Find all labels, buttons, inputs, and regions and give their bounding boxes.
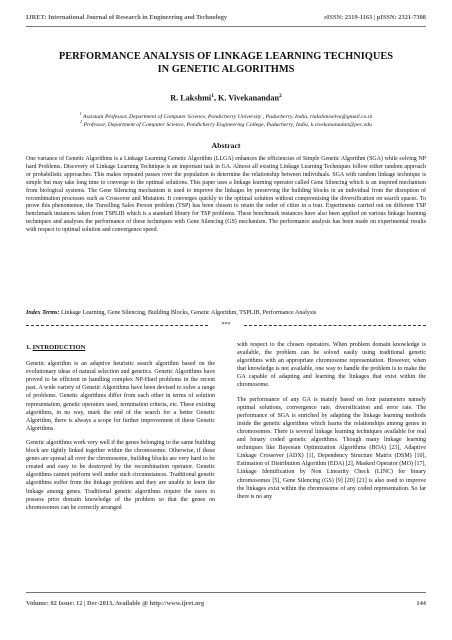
section-heading-introduction: [26, 344, 215, 352]
author-2-sup: 2: [279, 93, 282, 99]
body-column-left: [26, 341, 215, 518]
affiliation-2: [26, 118, 426, 129]
affiliation-2-text: Professor, Department of Computer Science, Pondicherry Engineering College, Puducherry, India, k.vivekananadan@pec.edu: [82, 121, 372, 128]
affiliation-1-text: Assistant Professor, Department of Computer Science, Pondicherry University , Puducherry, India, rlakshmiselva@gmail.co.in: [81, 113, 373, 120]
section-number: 1.: [26, 344, 33, 351]
index-terms-text: Linkage Learning, Gene Silencing, Building Blocks, Genetic Algorithm, TSPLIB, Performance Analysis: [59, 310, 317, 316]
title-line-2: IN GENETIC ALGORITHMS: [157, 64, 295, 75]
volume-info: Volume: 02 Issue: 12 | Dec-2013, Available @ http://www.ijret.org: [26, 600, 205, 607]
page-header: [26, 12, 426, 26]
body-paragraph: with respect to the chosen operators. When problem domain knowledge is available, the problem can be solved easily using traditional genetic algorithms with an appropriate chromosome representation. However, when that knowledge is not available, one way to handle the problem is to make the GA capable of adapting and learning the linkages that exist within the chromosome.: [237, 342, 426, 389]
footer-rule: [26, 592, 426, 593]
author-1-sup: 1: [211, 93, 214, 99]
separator-dash-right: [234, 325, 426, 326]
abstract-text: One variance of Genetic Algorithms is a Linkage Learning Genetic Algorithm (LLGA) enhances the efficiencies of Simple Genetic Algorithm (SGA) while solving NP hard Problems. Discovery of Linkage Learning Technique is an important task in GA. Almost all existing Linkage Learning Techniques follow either random approach or probabilistic approaches. This makes repeated passes over the population to determine the relationship between individuals. SGA with random linkage technique is simple but may take long time to converge to the optimal solutions. This paper uses a linkage learning operator called Gene Silencing which is an inspired mechanism from biological systems. The Gene Silencing mechanism is used to improve the linkages by preserving the building blocks in an individual from the disruption of recombination processes such as Crossover and Mutation. It converges quickly to the optimal solution without compromising the diversification on search spaces. To prove this phenomenon, the Travelling Sales Person problem (TSP) has been chosen to retain the order of cities in a tour. Experiments carried out on different TSP benchmark instances taken from TSPLIB which is a standard library for TSP problems. These benchmark instances have also been applied on various linkage learning techniques and analyses the performance of these techniques with Gene Silencing (GS) mechanism. The performance analysis has been made on experimental results with respect to optimal solution and convergence speed.: [26, 156, 426, 234]
page-number: 144: [416, 600, 426, 607]
section-title: INTRODUCTION: [32, 344, 86, 351]
affiliation-1-sup: 1: [79, 111, 82, 116]
body-paragraph: Genetic algorithm is an adaptive heuristic search algorithm based on the evolutionary ideas of natural selection and genetics. Genetic Algorithms have proved to be efficient in handling complex NP-Hard problems in the recent past. A wide variety of Genetic Algorithms have been devised to solve a range of problems. Genetic algorithms differ from each other in terms of solution representation, genetic operators used, termination criteria, etc. These existing algorithms, in no way, mark the end of the search for a better Genetic Algorithm, there is always a scope for further improvement of these Genetic Algorithms.: [26, 361, 215, 432]
page-footer: [26, 598, 426, 610]
body-paragraph: The performance of any GA is mainly based on four parameters namely optimal solutions, convergence rate, diversification and error rate. The performance of SGA is enriched by adapting the linkage learning methods inside the genetic algorithms which learns the relationships among genes in chromosomes. There is several linkage learning techniques available for real and binary coded genetic algorithms. Though many linkage learning techniques like Bayesian Optimization Algorithms (BOA) [23], Adaptive Linkage Crossover (ADX) [1], Dependency Structure Matrix (DSM) [10], Estimation of Distribution Algorithm (EDA) [2], Masked Operator (MO) [17], Linkage Identification by Non Linearity Check (LINC) for binary chromosomes [5], Gene Silencing (GS) [9] [20] [21] is also used to improve the linkages exist within the chromosome of any coded representation. So far there is no any: [237, 396, 426, 500]
separator-dash-left: [26, 325, 218, 326]
section-separator: [26, 321, 426, 329]
header-rule: [26, 26, 426, 27]
affiliation-2-sup: 2: [80, 119, 83, 124]
author-separator: ,: [213, 93, 219, 103]
author-list: [26, 93, 426, 103]
author-1: R. Lakshmi: [170, 93, 212, 103]
separator-stars: ***: [210, 321, 242, 329]
index-terms: [26, 309, 426, 317]
title-line-1: PERFORMANCE ANALYSIS OF LINKAGE LEARNING TECHNIQUES: [58, 51, 394, 62]
body-column-right: [237, 341, 426, 507]
paper-title: [26, 50, 426, 76]
journal-name: IJRET: International Journal of Research in Engineering and Technology: [26, 14, 228, 21]
body-paragraph: Genetic algorithms work very well if the genes belonging to the same building block are tightly linked together within the chromosome. Otherwise, if these genes are spread all over the chromosome, building blocks are very hard to be created and easy to be destroyed by the recombination operator. Genetic algorithms cannot perform well under such circumstances. Traditional genetic algorithms suffer from the linkage problem and they are unable to learn the linkage among genes. Traditional genetic algorithms require the users to possess prior domain knowledge of the problem so that the genes on chromosomes can be correctly arranged: [26, 439, 215, 511]
abstract-heading: Abstract: [211, 141, 241, 150]
author-2: K. Vivekanandan: [218, 93, 280, 103]
issn-info: eISSN: 2319-1163 | pISSN: 2321-7308: [324, 14, 426, 21]
index-terms-label: Index Terms:: [26, 310, 60, 316]
